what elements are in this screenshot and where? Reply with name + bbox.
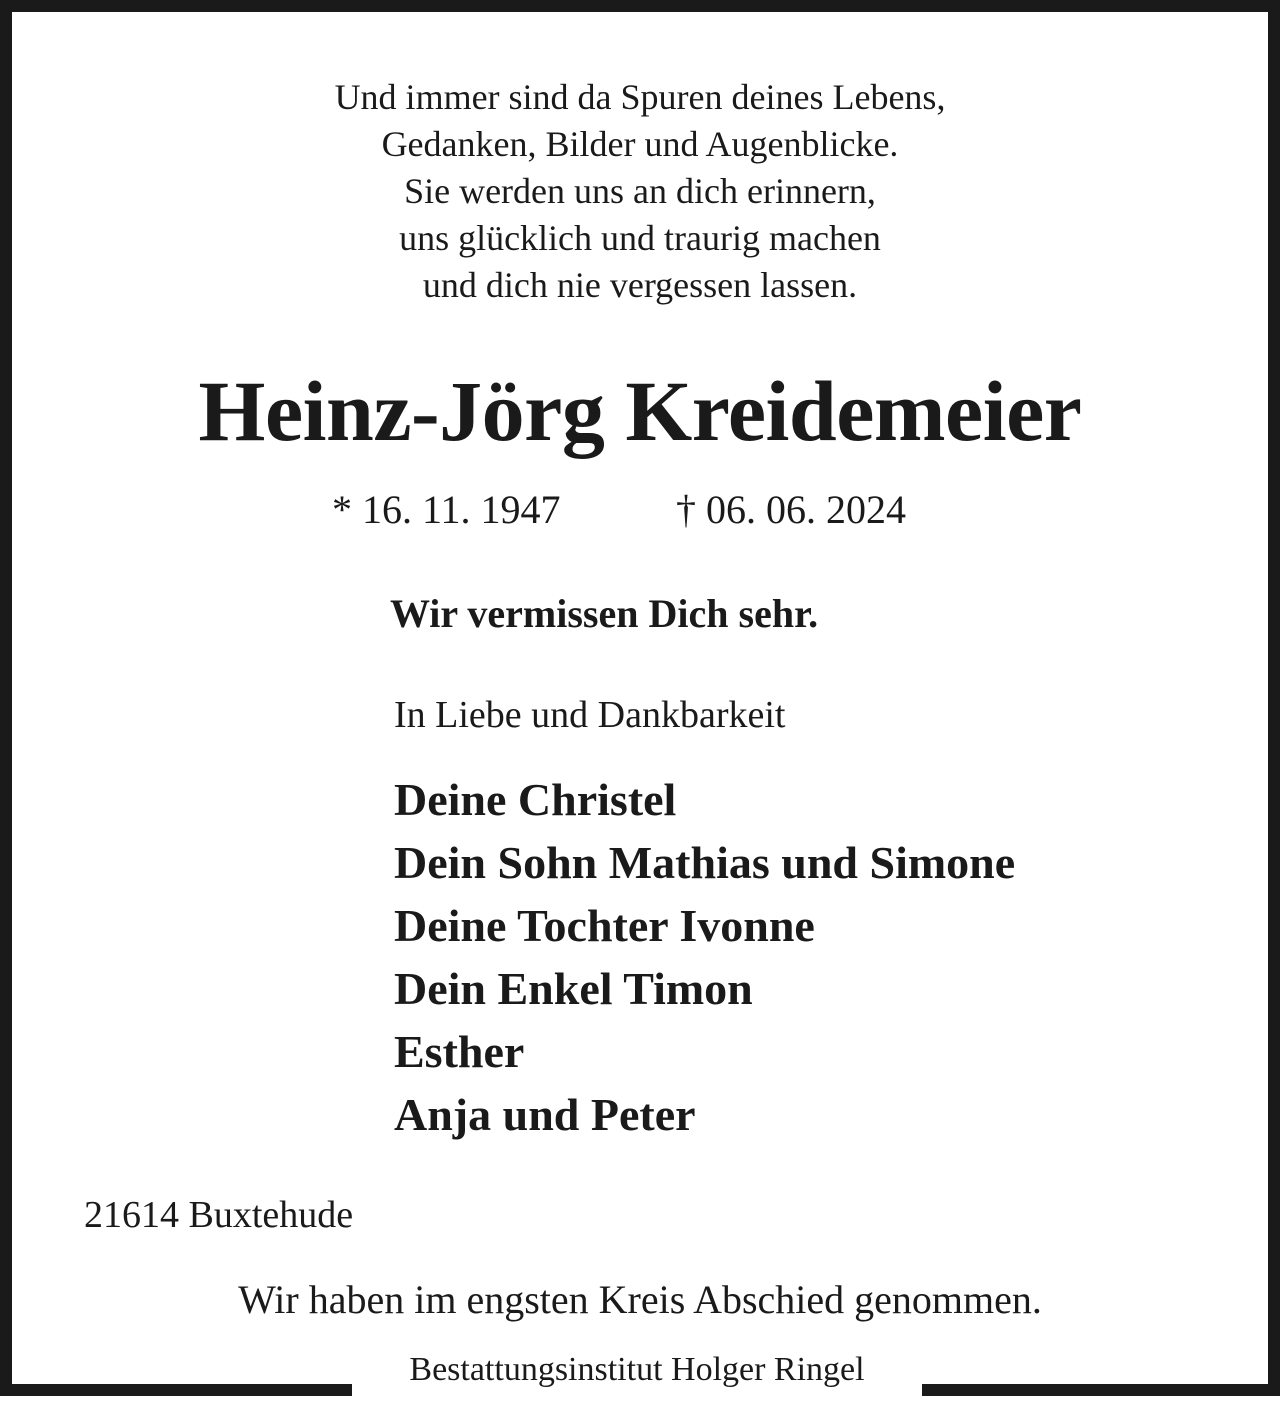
deceased-name: Heinz-Jörg Kreidemeier (198, 363, 1082, 459)
poem-line: Sie werden uns an dich erinnern, (404, 171, 876, 211)
birth-date: * 16. 11. 1947 (332, 487, 561, 532)
poem-line: und dich nie vergessen lassen. (422, 265, 858, 305)
death-date: † 06. 06. 2024 (676, 487, 906, 532)
poem-line: uns glücklich und traurig machen (399, 218, 881, 258)
poem-line: Und immer sind da Spuren deines Lebens, (334, 77, 946, 117)
mourner-item: Esther (394, 1026, 525, 1077)
mourner-item: Deine Tochter Ivonne (394, 900, 815, 951)
poem-line: Gedanken, Bilder und Augenblicke. (381, 124, 899, 164)
undertaker-name: Bestattungsinstitut Holger Ringel (409, 1351, 865, 1388)
bottom-rule-right (922, 1384, 1280, 1396)
mourners-list (394, 768, 1015, 1146)
farewell-line: Wir haben im engsten Kreis Abschied genommen. (238, 1277, 1042, 1322)
mourner-item: Dein Sohn Mathias und Simone (394, 837, 1016, 888)
mourner-item: Anja und Peter (394, 1089, 696, 1140)
bottom-rule-left (0, 1384, 352, 1396)
closing-line: In Liebe und Dankbarkeit (394, 694, 786, 736)
mourner-item: Dein Enkel Timon (394, 963, 753, 1014)
mourner-item: Deine Christel (394, 774, 677, 825)
message-line: Wir vermissen Dich sehr. (390, 591, 819, 636)
memorial-poem (0, 74, 1280, 309)
address: 21614 Buxtehude (84, 1194, 354, 1236)
